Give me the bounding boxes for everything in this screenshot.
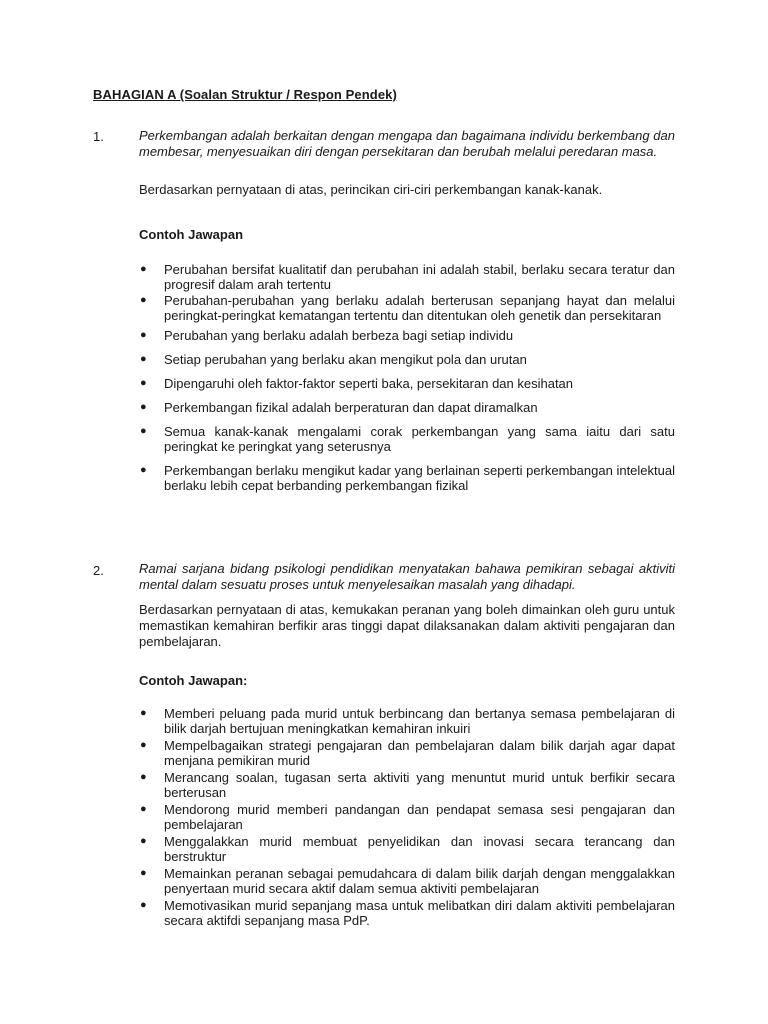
question-1-instruction: Berdasarkan pernyataan di atas, perincikan ciri-ciri perkembangan kanak-kanak. — [139, 182, 603, 197]
list-item: ● Menggalakkan murid membuat penyelidikan dan inovasi secara terancang dan berstruktur — [140, 834, 675, 864]
list-item: ● Mempelbagaikan strategi pengajaran dan pembelajaran dalam bilik darjah agar dapat menjana pemikiran murid — [140, 738, 675, 768]
question-2-instruction: Berdasarkan pernyataan di atas, kemukakan peranan yang boleh dimainkan oleh guru untuk memastikan kemahiran berfikir aras tinggi dapat dilaksanakan dalam aktiviti pengajaran dan pembelajaran. — [139, 602, 675, 649]
list-item: ● Semua kanak-kanak mengalami corak perkembangan yang sama iaitu dari satu peringkat ke peringkat yang seterusnya — [140, 424, 675, 454]
list-item: ● Memotivasikan murid sepanjang masa untuk melibatkan diri dalam aktiviti pembelajaran secara aktifdi sepanjang masa PdP. — [140, 898, 675, 928]
bullet-icon: ● — [140, 425, 147, 437]
question-2-answer-list — [139, 706, 675, 928]
bullet-icon: ● — [140, 803, 147, 815]
question-2-answer-label: Contoh Jawapan: — [139, 673, 248, 688]
bullet-icon: ● — [140, 867, 147, 879]
list-item: ● Perkembangan berlaku mengikut kadar yang berlainan seperti perkembangan intelektual berlaku lebih cepat berbanding perkembangan fizikal — [140, 463, 675, 493]
list-item: ● Memberi peluang pada murid untuk berbincang dan bertanya semasa pembelajaran di bilik darjah bertujuan meningkatkan kemahiran inkuiri — [140, 706, 675, 736]
question-2-number: 2. — [93, 563, 104, 578]
question-1-answer-label: Contoh Jawapan — [139, 227, 244, 242]
list-item: ● Setiap perubahan yang berlaku akan mengikut pola dan urutan — [140, 352, 527, 367]
bullet-icon: ● — [140, 263, 147, 275]
bullet-icon: ● — [140, 464, 147, 476]
bullet-icon: ● — [140, 377, 147, 389]
list-item: ● Dipengaruhi oleh faktor-faktor seperti baka, persekitaran dan kesihatan — [140, 376, 574, 391]
list-item: ● Perubahan yang berlaku adalah berbeza bagi setiap individu — [140, 328, 514, 343]
list-item: ● Perubahan bersifat kualitatif dan perubahan ini adalah stabil, berlaku secara teratur dan progresif dalam arah tertentu — [140, 262, 675, 292]
bullet-icon: ● — [140, 707, 147, 719]
question-1-number: 1. — [93, 129, 104, 144]
bullet-icon: ● — [140, 401, 147, 413]
bullet-icon: ● — [140, 329, 147, 341]
bullet-icon: ● — [140, 739, 147, 751]
question-1-answer-list — [139, 262, 675, 493]
section-heading: BAHAGIAN A (Soalan Struktur / Respon Pendek) — [93, 87, 397, 102]
bullet-icon: ● — [140, 294, 147, 306]
list-item: ● Merancang soalan, tugasan serta aktiviti yang menuntut murid untuk berfikir secara berterusan — [140, 770, 675, 800]
list-item: ● Mendorong murid memberi pandangan dan pendapat semasa sesi pengajaran dan pembelajaran — [140, 802, 675, 832]
question-1-prompt: Perkembangan adalah berkaitan dengan mengapa dan bagaimana individu berkembang dan membesar, menyesuaikan diri dengan persekitaran dan berubah melalui peredaran masa. — [139, 128, 675, 159]
bullet-icon: ● — [140, 835, 147, 847]
question-2-prompt: Ramai sarjana bidang psikologi pendidikan menyatakan bahawa pemikiran sebagai aktiviti mental dalam sesuatu proses untuk menyelesaikan masalah yang dihadapi. — [139, 561, 675, 592]
list-item: ● Memainkan peranan sebagai pemudahcara di dalam bilik darjah dengan menggalakkan penyertaan murid secara aktif dalam semua aktiviti pembelajaran — [140, 866, 675, 896]
bullet-icon: ● — [140, 353, 147, 365]
list-item: ● Perkembangan fizikal adalah berperaturan dan dapat diramalkan — [140, 400, 538, 415]
list-item: ● Perubahan-perubahan yang berlaku adalah berterusan sepanjang hayat dan melalui peringkat-peringkat kematangan tertentu dan ditentukan oleh genetik dan persekitaran — [140, 293, 675, 323]
bullet-icon: ● — [140, 899, 147, 911]
bullet-icon: ● — [140, 771, 147, 783]
